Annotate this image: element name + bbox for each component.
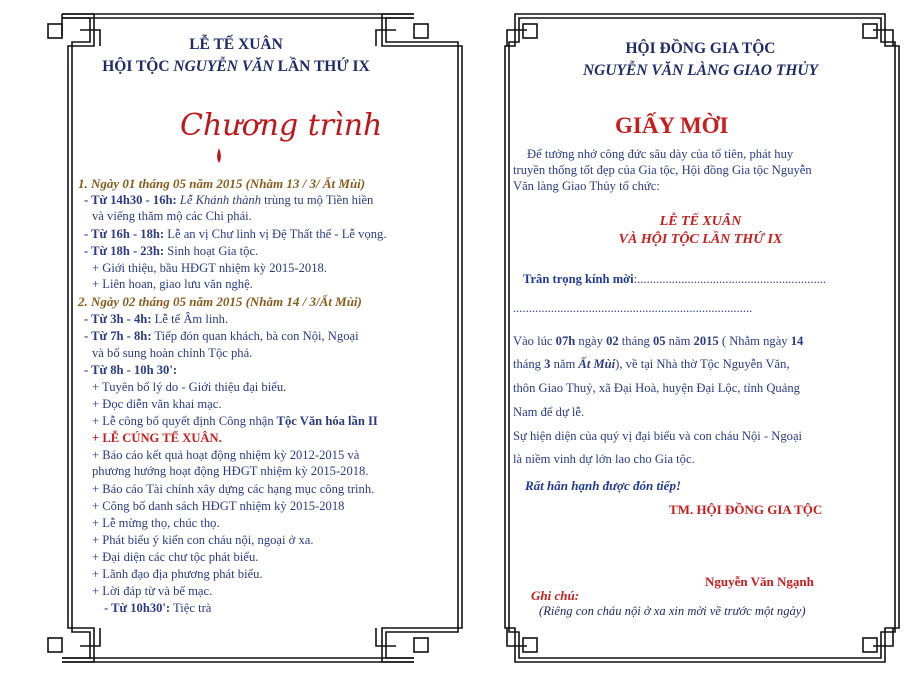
blank-dots-line: ............................................................................ xyxy=(513,301,753,315)
note-text: (Riêng con cháu nội ở xa xin mời về trước một ngày) xyxy=(539,604,806,618)
day2-item-17: + Lời đáp từ và bế mạc. xyxy=(92,584,213,598)
script-title-chuong-trinh: Chương trình xyxy=(180,108,383,143)
event-line-1: LỄ TẾ XUÂN xyxy=(659,214,742,229)
title-edition: LẦN THỨ IX xyxy=(277,58,370,75)
welcome-line: Rất hân hạnh được đón tiếp! xyxy=(525,478,681,493)
day2-item-3: và bổ sung hoàn chỉnh Tộc phả. xyxy=(92,346,253,360)
ink-drip-icon xyxy=(212,148,226,164)
day2-item-1: - Từ 3h - 4h: Lễ tế Âm linh. xyxy=(84,312,229,326)
lunar-date-line: tháng 3 năm Ất Mùi), về tại Nhà thờ Tộc Nguyễn Văn, xyxy=(513,357,790,371)
day2-item-8-ceremony: + LỄ CÚNG TẾ XUÂN. xyxy=(92,431,222,445)
day2-item-13: + Lễ mừng thọ, chúc thọ. xyxy=(92,516,220,530)
event-line-2: VÀ HỘI TỘC LẦN THỨ IX xyxy=(618,232,783,247)
day2-item-6: + Đọc diễn văn khai mạc. xyxy=(92,397,222,411)
presence-line-2: là niềm vinh dự lớn lao cho Gia tộc. xyxy=(513,452,695,466)
day1-item-4: - Từ 18h - 23h: Sinh hoạt Gia tộc. xyxy=(84,244,259,258)
day2-item-14: + Phát biểu ý kiến con cháu nội, ngoại ở xa. xyxy=(92,533,314,547)
day1-item-2: và viếng thăm mộ các Chi phái. xyxy=(92,209,252,223)
note-label: Ghi chú: xyxy=(531,588,580,603)
day1-item-1: - Từ 14h30 - 16h: Lễ Khánh thành trùng tu mộ Tiền hiền xyxy=(84,193,374,207)
title-line-1: LỄ TẾ XUÂN xyxy=(189,36,283,53)
address-line-1: thôn Giao Thuỷ, xã Đại Hoà, huyện Đại Lộc, tỉnh Quảng xyxy=(513,381,800,395)
signatory-title: TM. HỘI ĐỒNG GIA TỘC xyxy=(669,502,823,517)
presence-line-1: Sự hiện diện của quý vị đại biểu và con cháu Nội - Ngoại xyxy=(513,429,803,443)
title-line-2 xyxy=(0,58,472,76)
day2-item-5: + Tuyên bố lý do - Giới thiệu đại biểu. xyxy=(92,380,287,394)
address-line-2: Nam để dự lễ. xyxy=(513,405,585,419)
org-name: HỘI ĐỒNG GIA TỘC xyxy=(625,40,776,57)
day1-item-5: + Giới thiệu, bầu HĐGT nhiệm kỳ 2015-2018. xyxy=(92,261,327,275)
day1-heading: 1. Ngày 01 tháng 05 năm 2015 (Nhằm 13 / 3/ Ất Mùi) xyxy=(78,176,366,191)
day2-item-9: + Báo cáo kết quả hoạt động nhiệm kỳ 2012-2015 và xyxy=(92,448,360,462)
day2-item-10: phương hướng hoạt động HĐGT nhiệm kỳ 2015-2018. xyxy=(92,464,369,478)
invitation-card xyxy=(497,0,904,675)
day1-item-3: - Từ 16h - 18h: Lễ an vị Chư linh vị Đệ Thất thế - Lễ vọng. xyxy=(84,227,387,241)
intro-line-1: Để tưởng nhớ công đức sâu dày của tổ tiên, phát huy xyxy=(527,147,794,161)
time-line: Vào lúc 07h ngày 02 tháng 05 năm 2015 ( Nhằm ngày 14 xyxy=(513,334,804,348)
day2-item-16: + Lãnh đạo địa phương phát biểu. xyxy=(92,567,263,581)
day2-item-11: + Báo cáo Tài chính xây dựng các hạng mục công trình. xyxy=(92,482,375,496)
intro-line-2: truyền thống tốt đẹp của Gia tộc, Hội đồng Gia tộc Nguyễn xyxy=(513,163,812,177)
day2-item-12: + Công bố danh sách HĐGT nhiệm kỳ 2015-2018 xyxy=(92,499,345,513)
org-village: NGUYỄN VĂN LÀNG GIAO THỦY xyxy=(582,62,819,79)
signer-name: Nguyễn Văn Ngạnh xyxy=(705,574,814,589)
day2-item-4: - Từ 8h - 10h 30': xyxy=(84,363,178,377)
title-family-name: NGUYỄN VĂN xyxy=(173,58,274,75)
day1-item-6: + Liên hoan, giao lưu văn nghệ. xyxy=(92,277,253,291)
intro-line-3: Văn làng Giao Thủy tổ chức: xyxy=(513,179,660,193)
day2-last-item: - Từ 10h30': Tiệc trà xyxy=(104,601,212,615)
day2-item-15: + Đại diện các chư tộc phát biểu. xyxy=(92,550,259,564)
invitation-title: GIẤY MỜI xyxy=(615,113,729,138)
title-hoi-toc: HỘI TỘC xyxy=(102,58,170,75)
day2-item-7: + Lễ công bố quyết định Công nhận Tộc Văn hóa lần II xyxy=(92,414,378,428)
respect-line: Trân trọng kính mời:............................................................ xyxy=(523,272,827,286)
day2-item-2: - Từ 7h - 8h: Tiếp đón quan khách, bà con Nội, Ngoại xyxy=(84,329,359,343)
day2-heading: 2. Ngày 02 tháng 05 năm 2015 (Nhằm 14 / 3/Ất Mùi) xyxy=(78,294,362,309)
